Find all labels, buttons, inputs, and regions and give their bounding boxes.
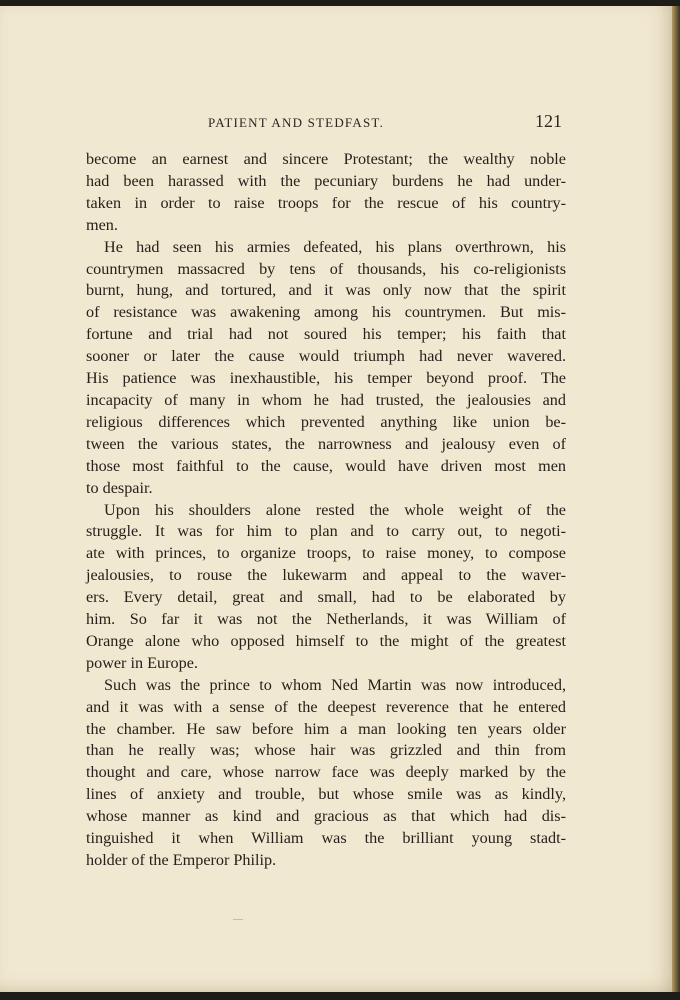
text-line: His patience was inexhaustible, his temper beyond proof. The	[86, 369, 566, 388]
text-line: jealousies, to rouse the lukewarm and appeal to the waver-	[86, 566, 566, 585]
text-line: He had seen his armies defeated, his plans overthrown, his	[104, 237, 566, 256]
text-line: sooner or later the cause would triumph had never wavered.	[86, 347, 566, 366]
text-line: to despair.	[86, 478, 153, 497]
text-line: him. So far it was not the Netherlands, it was William of	[86, 610, 566, 629]
paragraph	[86, 149, 566, 237]
stray-mark	[233, 919, 243, 920]
text-line: religious differences which prevented anything like union be-	[86, 412, 566, 431]
body-text	[86, 149, 566, 872]
text-line: lines of anxiety and trouble, but whose smile was as kindly,	[86, 785, 566, 804]
text-line: holder of the Emperor Philip.	[86, 851, 277, 869]
text-line: ers. Every detail, great and small, had to be elaborated by	[86, 588, 566, 607]
paragraph	[86, 237, 566, 500]
text-line: of resistance was awakening among his countrymen. But mis-	[86, 303, 566, 322]
running-head-title: PATIENT AND STEDFAST.	[207, 115, 385, 130]
text-line: thought and care, whose narrow face was deeply marked by the	[86, 763, 566, 782]
running-head	[86, 111, 566, 135]
text-line: Orange alone who opposed himself to the might of the greatest	[86, 631, 566, 650]
paragraph	[86, 675, 566, 872]
text-line: tween the various states, the narrowness and jealousy even of	[86, 434, 566, 453]
paragraph	[86, 500, 566, 675]
text-line: and it was with a sense of the deepest reverence that he entered	[86, 697, 566, 716]
text-line: ate with princes, to organize troops, to raise money, to compose	[86, 544, 566, 563]
text-line: Such was the prince to whom Ned Martin was now introduced,	[104, 675, 566, 694]
text-line: burnt, hung, and tortured, and it was only now that the spirit	[86, 281, 566, 300]
text-line: had been harassed with the pecuniary burdens he had under-	[86, 171, 566, 190]
text-line: whose manner as kind and gracious as that which had dis-	[86, 807, 566, 826]
text-line: men.	[86, 215, 118, 234]
text-line: become an earnest and sincere Protestant; the wealthy noble	[86, 150, 566, 168]
text-line: countrymen massacred by tens of thousands, his co-religionists	[86, 259, 566, 278]
book-page	[0, 6, 672, 992]
text-line: the chamber. He saw before him a man looking ten years older	[86, 719, 566, 738]
text-line: taken in order to raise troops for the rescue of his country-	[86, 193, 566, 212]
page-number: 121	[535, 111, 562, 131]
text-line: tinguished it when William was the brilliant young stadt-	[86, 829, 566, 848]
text-line: incapacity of many in whom he had trusted, the jealousies and	[86, 390, 566, 409]
text-line: struggle. It was for him to plan and to carry out, to negoti-	[86, 522, 566, 541]
text-line: those most faithful to the cause, would have driven most men	[86, 456, 566, 475]
text-line: power in Europe.	[86, 653, 198, 672]
text-line: Upon his shoulders alone rested the whole weight of the	[104, 500, 566, 519]
text-line: than he really was; whose hair was grizzled and thin from	[86, 741, 566, 760]
text-line: fortune and trial had not soured his temper; his faith that	[86, 325, 566, 344]
page-edge-shadow	[672, 6, 680, 992]
